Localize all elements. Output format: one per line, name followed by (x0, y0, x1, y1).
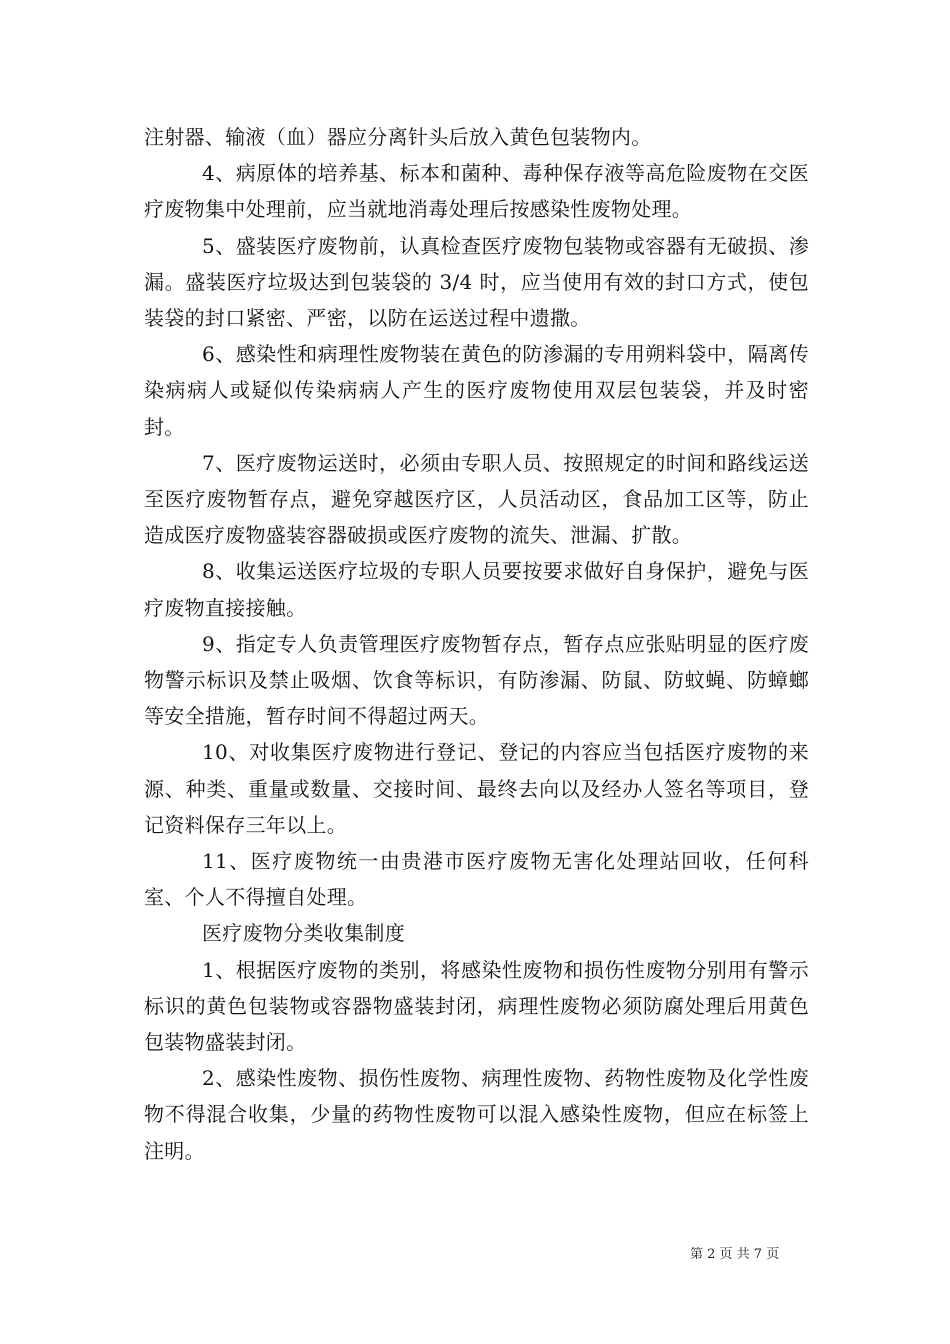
paragraph-item-5: 5、盛装医疗废物前，认真检查医疗废物包装物或容器有无破损、渗漏。盛装医疗垃圾达到包装袋的 3/4 时，应当使用有效的封口方式，使包装袋的封口紧密、严密，以防在运送过程中遗撒。 (144, 233, 809, 331)
paragraph-item-8: 8、收集运送医疗垃圾的专职人员要按要求做好自身保护，避免与医疗废物直接接触。 (144, 559, 809, 620)
paragraph-item-10: 10、对收集医疗废物进行登记、登记的内容应当包括医疗废物的来源、种类、重量或数量、交接时间、最终去向以及经办人签名等项目，登记资料保存三年以上。 (144, 740, 809, 837)
paragraph-item-6: 6、感染性和病理性废物装在黄色的防渗漏的专用朔料袋中，隔离传染病病人或疑似传染病病人产生的医疗废物使用双层包装袋，并及时密封。 (144, 342, 809, 439)
paragraph-item-4: 4、病原体的培养基、标本和菌种、毒种保存液等高危险废物在交医疗废物集中处理前，应当就地消毒处理后按感染性废物处理。 (144, 161, 809, 222)
section-paragraph-item-2: 2、感染性废物、损伤性废物、病理性废物、药物性废物及化学性废物不得混合收集，少量的药物性废物可以混入感染性废物，但应在标签上注明。 (144, 1066, 809, 1163)
document-body (144, 119, 809, 1169)
section-title: 医疗废物分类收集制度 (202, 921, 405, 946)
paragraph-item-9: 9、指定专人负责管理医疗废物暂存点，暂存点应张贴明显的医疗废物警示标识及禁止吸烟、饮食等标识，有防渗漏、防鼠、防蚊蝇、防蟑螂等安全措施，暂存时间不得超过两天。 (144, 631, 809, 729)
section-paragraph-item-1: 1、根据医疗废物的类别，将感染性废物和损伤性废物分别用有警示标识的黄色包装物或容器物盛装封闭，病理性废物必须防腐处理后用黄色包装物盛装封闭。 (144, 957, 809, 1055)
page-number-footer: 第 2 页 共 7 页 (690, 1247, 780, 1262)
paragraph-continuation: 注射器、输液（血）器应分离针头后放入黄色包装物内。 (144, 125, 652, 149)
paragraph-item-7: 7、医疗废物运送时，必须由专职人员、按照规定的时间和路线运送至医疗废物暂存点，避免穿越医疗区，人员活动区，食品加工区等，防止造成医疗废物盛装容器破损或医疗废物的流失、泄漏、扩散。 (144, 450, 809, 548)
paragraph-item-11: 11、医疗废物统一由贵港市医疗废物无害化处理站回收，任何科室、个人不得擅自处理。 (144, 849, 809, 910)
